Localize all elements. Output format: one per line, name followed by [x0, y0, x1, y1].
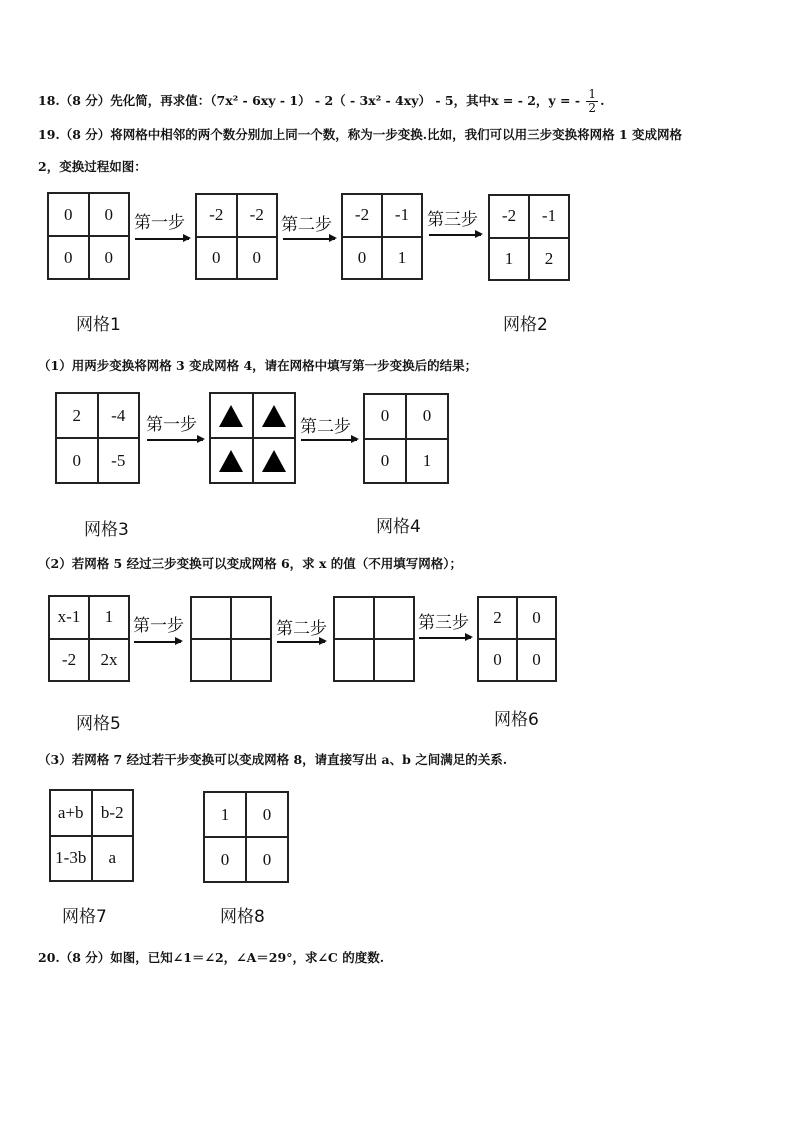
grid-1-step1	[195, 193, 278, 280]
grid-cell: 1	[204, 792, 246, 837]
grid-1-label: 网格1	[76, 315, 121, 335]
grid-cell: 2x	[89, 639, 129, 682]
grid-cell: a	[92, 836, 134, 882]
grid-cell: 1	[382, 237, 422, 280]
arrow-right-icon	[135, 238, 189, 240]
grid-cell: -2	[489, 195, 529, 238]
blank-cell[interactable]	[210, 438, 253, 483]
grid-blank-answer[interactable]	[209, 392, 296, 484]
question-19-line2: 2，变换过程如图：	[38, 159, 147, 174]
arrow-right-icon	[283, 238, 335, 240]
blank-cell	[231, 597, 271, 639]
grid-8	[203, 791, 289, 883]
grid-cell: 0	[364, 394, 406, 439]
step-2-label: 第二步	[276, 619, 327, 639]
grid-cell: 0	[406, 394, 448, 439]
blank-cell[interactable]	[210, 393, 253, 438]
blank-cell	[334, 597, 374, 639]
step-3-label: 第三步	[427, 210, 478, 230]
arrow-right-icon	[429, 234, 481, 236]
grid-cell: 0	[342, 237, 382, 280]
grid-3-label: 网格3	[84, 520, 129, 540]
grid-cell: -1	[382, 194, 422, 237]
arrow-right-icon	[134, 641, 181, 643]
grid-cell: a+b	[50, 790, 92, 836]
grid-cell: 0	[237, 237, 278, 280]
arrow-right-icon	[301, 439, 357, 441]
arrow-right-icon	[147, 439, 203, 441]
grid-cell: 0	[364, 439, 406, 484]
grid-4	[363, 393, 449, 484]
step-3-label: 第三步	[418, 613, 469, 633]
grid-cell: 0	[89, 236, 130, 279]
grid-5-label: 网格5	[76, 714, 121, 734]
question-18: 18.（8 分）先化简，再求值：（7x² - 6xy - 1） - 2（ - 3x² - 4xy） - 5，其中x = - 2，y = - $\frac{1}{2}$ .	[38, 87, 605, 115]
fraction-one-half: $\frac{1}{2}$	[588, 87, 597, 115]
question-19-line1: 19.（8 分）将网格中相邻的两个数分别加上同一个数，称为一步变换.比如，我们可以用三步变换将网格 1 变成网格	[38, 127, 683, 142]
grid-blank-step1	[190, 596, 272, 682]
grid-7-label: 网格7	[62, 907, 107, 927]
grid-4-label: 网格4	[376, 517, 421, 537]
grid-cell: -2	[237, 194, 278, 237]
grid-5	[48, 595, 130, 682]
step-1-label: 第一步	[146, 415, 197, 435]
grid-cell: -5	[98, 438, 140, 483]
blank-cell	[231, 639, 271, 681]
blank-cell	[374, 597, 414, 639]
blank-cell	[374, 639, 414, 681]
grid-cell: 2	[56, 393, 98, 438]
grid-3	[55, 392, 140, 484]
arrow-right-icon	[419, 637, 471, 639]
grid-cell: 0	[48, 193, 89, 236]
step-1-label: 第一步	[134, 213, 185, 233]
grid-cell: 0	[478, 639, 517, 681]
grid-cell: 0	[196, 237, 237, 280]
grid-cell: 1	[89, 596, 129, 639]
grid-cell: 1	[489, 238, 529, 281]
blank-cell[interactable]	[253, 438, 296, 483]
part-1-text: （1）用两步变换将网格 3 变成网格 4，请在网格中填写第一步变换后的结果；	[38, 358, 478, 373]
grid-cell: 0	[517, 597, 556, 639]
grid-cell: 0	[246, 837, 288, 882]
triangle-placeholder-icon	[262, 450, 286, 472]
grid-cell: 2	[529, 238, 569, 281]
grid-blank-step2	[333, 596, 415, 682]
grid-cell: -2	[342, 194, 382, 237]
grid-cell: 2	[478, 597, 517, 639]
part-3-text: （3）若网格 7 经过若干步变换可以变成网格 8，请直接写出 a、b 之间满足的关系.	[38, 752, 508, 767]
grid-cell: 0	[89, 193, 130, 236]
step-1-label: 第一步	[133, 616, 184, 636]
grid-8-label: 网格8	[220, 907, 265, 927]
blank-cell	[191, 639, 231, 681]
grid-1	[47, 192, 130, 280]
grid-cell: -2	[196, 194, 237, 237]
grid-6-label: 网格6	[494, 710, 539, 730]
grid-cell: -2	[49, 639, 89, 682]
grid-cell: -4	[98, 393, 140, 438]
triangle-placeholder-icon	[262, 405, 286, 427]
grid-cell: 0	[517, 639, 556, 681]
grid-cell: 0	[56, 438, 98, 483]
blank-cell	[191, 597, 231, 639]
blank-cell[interactable]	[253, 393, 296, 438]
grid-cell: 0	[246, 792, 288, 837]
grid-7	[49, 789, 134, 882]
grid-2	[488, 194, 570, 281]
grid-cell: -1	[529, 195, 569, 238]
blank-cell	[334, 639, 374, 681]
grid-cell: 0	[48, 236, 89, 279]
grid-6	[477, 596, 557, 682]
triangle-placeholder-icon	[219, 450, 243, 472]
grid-1-step2	[341, 193, 423, 280]
grid-cell: 1-3b	[50, 836, 92, 882]
step-2-label: 第二步	[281, 215, 332, 235]
triangle-placeholder-icon	[219, 405, 243, 427]
question-20: 20.（8 分）如图，已知∠1＝∠2，∠A＝29°，求∠C 的度数.	[38, 950, 385, 965]
q18-text: 18.（8 分）先化简，再求值：（7x² - 6xy - 1） - 2（ - 3x² - 4xy） - 5，其中x = - 2，y = -	[38, 93, 585, 108]
grid-2-label: 网格2	[503, 315, 548, 335]
arrow-right-icon	[277, 641, 325, 643]
grid-cell: x-1	[49, 596, 89, 639]
step-2-label: 第二步	[300, 417, 351, 437]
grid-cell: 0	[204, 837, 246, 882]
grid-cell: b-2	[92, 790, 134, 836]
part-2-text: （2）若网格 5 经过三步变换可以变成网格 6，求 x 的值（不用填写网格）；	[38, 556, 463, 571]
grid-cell: 1	[406, 439, 448, 484]
